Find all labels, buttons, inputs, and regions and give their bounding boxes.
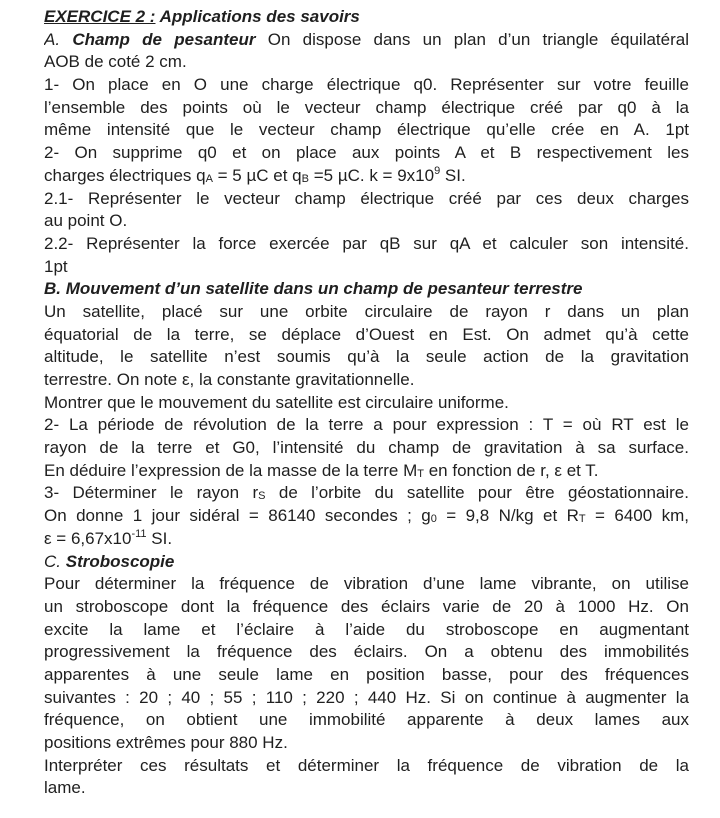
text-line xyxy=(44,210,689,233)
text-line xyxy=(44,256,689,279)
text-segment: 1pt xyxy=(44,256,68,276)
text-line xyxy=(44,732,689,755)
subscript-text: A xyxy=(205,172,213,185)
text-line xyxy=(44,97,689,120)
text-line xyxy=(44,709,689,732)
text-segment: A. xyxy=(44,29,73,49)
text-segment: de l’orbite du satellite pour être géostationnaire. xyxy=(265,483,689,503)
text-line xyxy=(44,165,689,188)
text-line xyxy=(44,74,689,97)
text-line xyxy=(44,29,689,52)
text-segment: En déduire l’expression de la masse de la terre M xyxy=(44,460,418,480)
subscript-text: T xyxy=(417,467,424,480)
text-segment: On donne 1 jour sidéral = 86140 secondes ; g xyxy=(44,506,431,526)
section-heading: Champ de pesanteur xyxy=(72,29,256,49)
text-segment: rayon de la terre et G0, l’intensité du champ de gravitation à sa surface. xyxy=(44,438,689,458)
text-segment: fréquence, on obtient une immobilité apparente à deux lames aux xyxy=(44,710,689,730)
text-segment: Montrer que le mouvement du satellite est circulaire uniforme. xyxy=(44,392,509,412)
text-line xyxy=(44,346,689,369)
text-line xyxy=(44,528,689,551)
text-line xyxy=(44,551,689,574)
text-line xyxy=(44,460,689,483)
text-segment: = 9,8 N/kg et R xyxy=(436,506,579,526)
text-segment: équatorial de la terre, se déplace d’Ouest en Est. On admet qu’à cette xyxy=(44,324,689,344)
subscript-text: S xyxy=(258,490,266,503)
text-segment: SI. xyxy=(440,165,466,185)
text-line xyxy=(44,369,689,392)
text-line xyxy=(44,687,689,710)
text-segment: apparentes à une seule lame en position basse, pour des fréquences xyxy=(44,664,689,684)
text-segment: SI. xyxy=(146,528,173,548)
section-heading: Stroboscopie xyxy=(65,551,175,571)
text-segment: AOB de coté 2 cm. xyxy=(44,52,187,72)
text-segment: terrestre. On note ε, la constante gravitationnelle. xyxy=(44,370,415,389)
section-heading: B. Mouvement d’un satellite dans un champ de pesanteur terrestre xyxy=(44,279,583,299)
text-line xyxy=(44,142,689,165)
text-segment: altitude, le satellite n’est soumis qu’à la seule action de la gravitation xyxy=(44,347,689,367)
text-segment: 1- On place en O une charge électrique q0. Représenter sur votre feuille xyxy=(44,75,689,95)
exercise-title: EXERCICE 2 : xyxy=(44,7,156,26)
text-line xyxy=(44,392,689,415)
text-line xyxy=(44,777,689,800)
text-segment: suivantes : 20 ; 40 ; 55 ; 110 ; 220 ; 440 Hz. Si on continue à augmenter la xyxy=(44,687,689,707)
text-segment: lame. xyxy=(44,778,86,798)
text-line xyxy=(44,188,689,211)
text-segment: progressivement la fréquence des éclairs. On a obtenu des immobilités xyxy=(44,642,689,662)
text-line xyxy=(44,119,689,142)
text-segment: On dispose dans un plan d’un triangle équilatéral xyxy=(255,29,689,49)
subscript-text: 0 xyxy=(430,513,437,526)
text-segment: ε = 6,67x10 xyxy=(44,528,132,548)
text-segment: l’ensemble des points où le vecteur champ électrique créé par q0 à la xyxy=(44,97,689,117)
text-segment: Un satellite, placé sur une orbite circulaire de rayon r dans un plan xyxy=(44,301,689,321)
text-segment: 2.1- Représenter le vecteur champ électrique créé par ces deux charges xyxy=(44,188,689,208)
text-line xyxy=(44,437,689,460)
text-line xyxy=(44,233,689,256)
subscript-text: T xyxy=(578,513,586,526)
text-segment: 2- La période de révolution de la terre a pour expression : T = où RT est le xyxy=(44,415,689,435)
text-line xyxy=(44,619,689,642)
section-heading: Applications des savoirs xyxy=(155,7,360,26)
text-line xyxy=(44,324,689,347)
text-segment: positions extrêmes pour 880 Hz. xyxy=(44,733,288,752)
text-line xyxy=(44,573,689,596)
text-line xyxy=(44,301,689,324)
text-line xyxy=(44,278,689,301)
text-line xyxy=(44,414,689,437)
text-segment: 3- Déterminer le rayon r xyxy=(44,483,259,503)
text-line xyxy=(44,505,689,528)
text-line xyxy=(44,596,689,619)
text-segment: = 5 µC et q xyxy=(212,165,302,185)
text-line xyxy=(44,6,689,29)
text-segment: Interpréter ces résultats et déterminer la fréquence de vibration de la xyxy=(44,755,689,775)
text-line xyxy=(44,641,689,664)
text-segment: Pour déterminer la fréquence de vibration d’une lame vibrante, on utilise xyxy=(44,574,689,594)
text-line xyxy=(44,755,689,778)
text-segment: même intensité que le vecteur champ électrique qu’elle crée en A. 1pt xyxy=(44,120,689,140)
text-segment: =5 µC. k = 9x10 xyxy=(308,165,435,185)
text-segment: = 6400 km, xyxy=(585,506,689,526)
text-segment: en fonction de r, ε et T. xyxy=(423,460,599,480)
text-line xyxy=(44,664,689,687)
superscript-text: 9 xyxy=(434,164,441,177)
superscript-text: -11 xyxy=(131,527,147,540)
text-segment: au point O. xyxy=(44,211,128,231)
text-segment: charges électriques q xyxy=(44,165,206,185)
text-segment: C. xyxy=(44,551,66,571)
subscript-text: B xyxy=(301,172,309,185)
text-segment: excite la lame et l’éclaire à l’aide du stroboscope en augmentant xyxy=(44,619,689,639)
text-line xyxy=(44,482,689,505)
text-segment: un stroboscope dont la fréquence des éclairs varie de 20 à 1000 Hz. On xyxy=(44,596,689,616)
text-segment: 2- On supprime q0 et on place aux points A et B respectivement les xyxy=(44,143,689,163)
text-segment: 2.2- Représenter la force exercée par qB sur qA et calculer son intensité. xyxy=(44,233,689,253)
text-line xyxy=(44,51,689,74)
